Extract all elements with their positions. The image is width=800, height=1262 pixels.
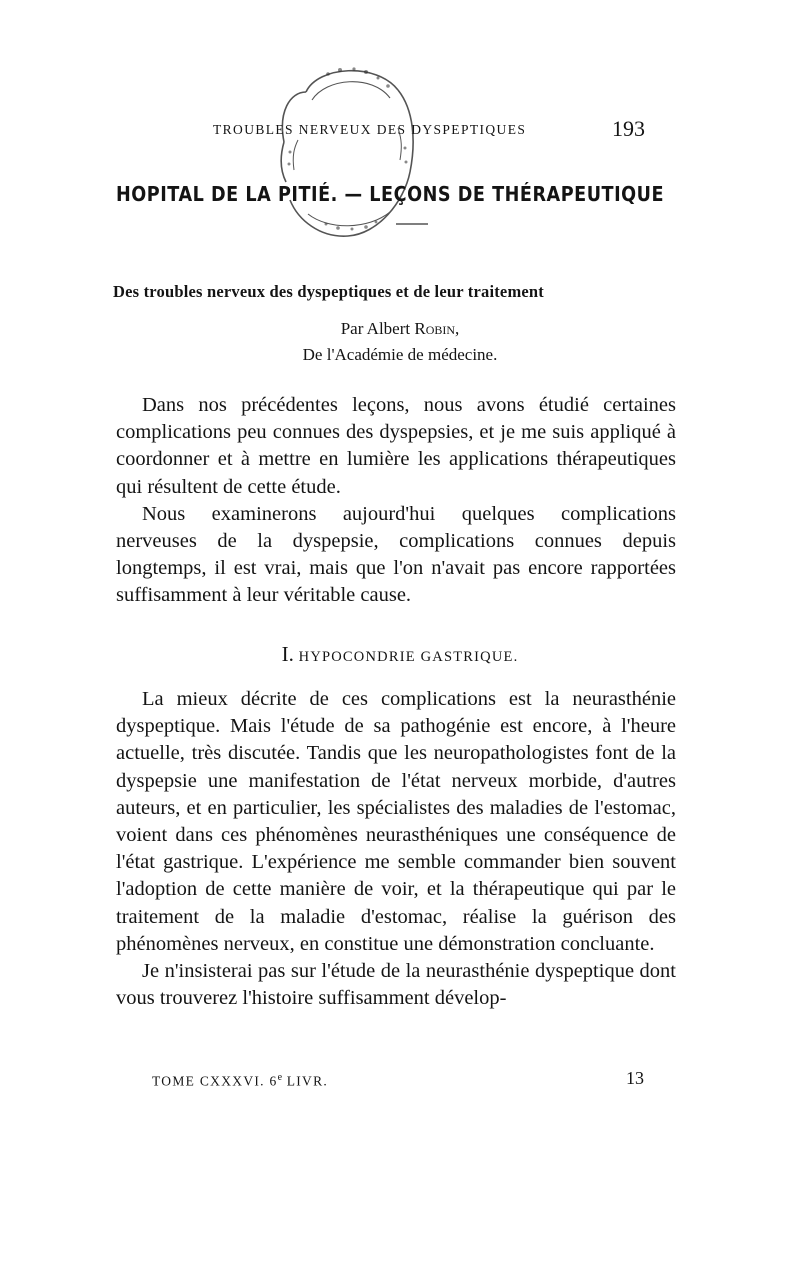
library-stamp-icon: [268, 52, 428, 242]
running-head: [213, 118, 645, 142]
paragraph: Dans nos précédentes leçons, nous avons étudié certaines complications peu connues des dyspepsies, et je me suis appliqué à coordonner et à mettre en lumière les applications thérapeutiques qui résultent de cette étude.: [116, 394, 676, 498]
intro-text: [116, 392, 676, 610]
byline-prefix: Par Albert: [340, 319, 415, 338]
subsection-title: HYPOCONDRIE GASTRIQUE.: [298, 649, 519, 665]
footer-livraison-sup: e: [277, 1072, 283, 1083]
article-title: Des troubles nerveux des dyspeptiques et de leur traitement: [113, 282, 544, 301]
author-surname: Robin: [414, 319, 456, 338]
footer-tome: TOME CXXXVI. 6: [152, 1073, 278, 1089]
paragraph: Nous examinerons aujourd'hui quelques complications nerveuses de la dyspepsie, complications connues depuis longtemps, il est vrai, mais que l'on n'avait pas encore rapportées suffisamment à leur véritable cause.: [116, 502, 676, 607]
byline: [0, 316, 800, 368]
byline-suffix: ,: [455, 319, 460, 338]
running-title: TROUBLES NERVEUX DES DYSPEPTIQUES: [213, 122, 527, 137]
footer-livraison: LIVR.: [282, 1073, 329, 1089]
paragraph: Je n'insisterai pas sur l'étude de la neurasthénie dyspeptique dont vous trouverez l'histoire suffisamment dévelop-: [116, 960, 676, 1010]
author-affiliation: De l'Académie de médecine.: [302, 345, 498, 364]
page-footer: [152, 1068, 644, 1092]
footer-volume: [152, 1072, 328, 1090]
paragraph: La mieux décrite de ces complications est la neurasthénie dyspeptique. Mais l'étude de sa pathogénie est encore, à l'heure actuelle, très discutée. Tandis que les neuropathologistes font de la dyspepsie une manifestation de l'état nerveux morbide, d'autres auteurs, et en particulier, les spécialistes des maladies de l'estomac, voient dans ces phénomènes neurasthéniques une conséquence de l'état gastrique. L'expérience me semble commander bien souvent l'adoption de cette manière de voir, et la thérapeutique qui par le traitement de la maladie d'estomac, réalise la guérison des phénomènes nerveux, en constitue une démonstration concluante.: [116, 688, 676, 955]
page-number: 193: [612, 116, 645, 141]
author-line: [0, 316, 800, 342]
section-1-text: [116, 686, 676, 1012]
subsection-number: I.: [281, 642, 294, 666]
subsection-heading: [0, 642, 800, 667]
section-heading: HOPITAL DE LA PITIÉ. — LEÇONS DE THÉRAPEUTIQUE: [116, 182, 665, 206]
footer-signature: 13: [626, 1068, 644, 1088]
